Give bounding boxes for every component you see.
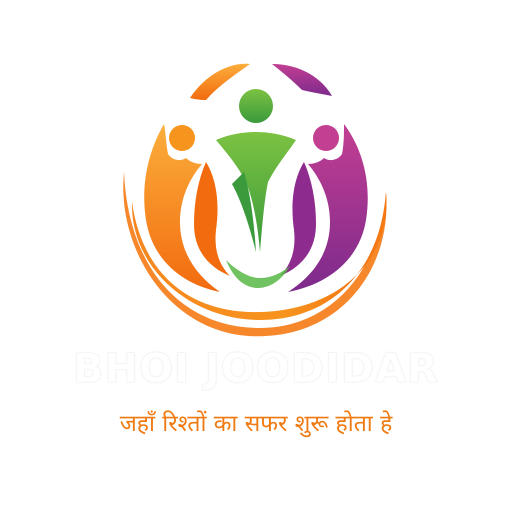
orange-figure-head-icon xyxy=(169,125,195,151)
brand-tagline: जहाँ रिश्तों का सफर शुरू होता हे xyxy=(119,411,393,437)
family-circle-logo-icon xyxy=(110,52,402,342)
purple-top-swoosh-icon xyxy=(272,64,332,96)
brand-name: BHOI JOODIDAR xyxy=(73,346,439,392)
purple-figure-head-icon xyxy=(313,125,339,151)
orange-top-swoosh-icon xyxy=(190,64,250,100)
green-figure-body-icon xyxy=(216,132,296,252)
green-figure-head-icon xyxy=(239,89,273,123)
